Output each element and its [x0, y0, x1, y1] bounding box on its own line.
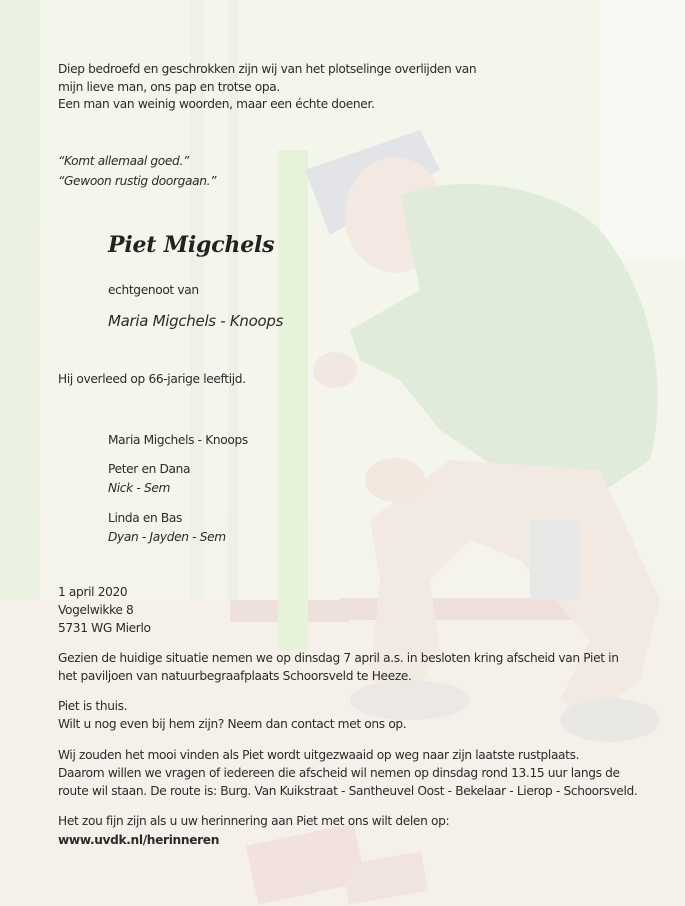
- intro-line: Een man van weinig woorden, maar een échte doener.: [58, 97, 375, 111]
- spouse-name: Maria Migchels - Knoops: [108, 312, 284, 330]
- farewell-text: Daarom willen we vragen of iedereen die afscheid wil nemen op dinsdag rond 13.15 uur langs de: [58, 766, 620, 780]
- intro-line: Diep bedroefd en geschrokken zijn wij van het plotselinge overlijden van: [58, 62, 477, 76]
- family-names: Linda en Bas: [108, 511, 183, 525]
- date: 1 april 2020: [58, 585, 128, 599]
- farewell-text: Het zou fijn zijn als u uw herinnering aan Piet met ons wilt delen op:: [58, 814, 450, 828]
- city: 5731 WG Mierlo: [58, 621, 151, 635]
- relation-label: echtgenoot van: [108, 283, 199, 297]
- farewell-text: Piet is thuis.: [58, 699, 128, 713]
- quote-line: “Komt allemaal goed.”: [58, 154, 189, 168]
- farewell-text: Wij zouden het mooi vinden als Piet wordt uitgezwaaid op weg naar zijn laatste rustplaats.: [58, 748, 580, 762]
- farewell-text: Gezien de huidige situatie nemen we op dinsdag 7 april a.s. in besloten kring afscheid van Piet in: [58, 651, 619, 665]
- deceased-name: Piet Migchels: [108, 232, 275, 258]
- farewell-text: route wil staan. De route is: Burg. Van Kuikstraat - Santheuvel Oost - Bekelaar - Lierop - Schoorsveld.: [58, 784, 638, 798]
- family-names: Peter en Dana: [108, 462, 191, 476]
- quote-line: “Gewoon rustig doorgaan.”: [58, 174, 217, 188]
- family-children: Dyan - Jayden - Sem: [108, 530, 226, 544]
- age-statement: Hij overleed op 66-jarige leeftijd.: [58, 372, 246, 386]
- family-names: Maria Migchels - Knoops: [108, 433, 248, 447]
- farewell-text: Wilt u nog even bij hem zijn? Neem dan contact met ons op.: [58, 717, 407, 731]
- memories-link[interactable]: www.uvdk.nl/herinneren: [58, 833, 220, 847]
- street: Vogelwikke 8: [58, 603, 134, 617]
- farewell-text: het paviljoen van natuurbegraafplaats Schoorsveld te Heeze.: [58, 669, 412, 683]
- family-children: Nick - Sem: [108, 481, 171, 495]
- intro-line: mijn lieve man, ons pap en trotse opa.: [58, 80, 280, 94]
